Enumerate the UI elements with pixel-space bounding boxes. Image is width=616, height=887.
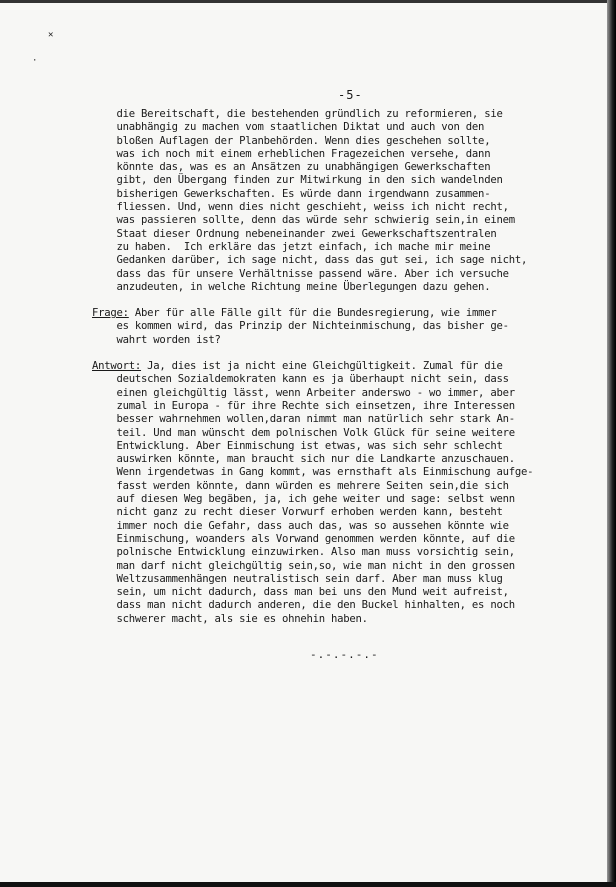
line-text: bisherigen Gewerkschaften. Es würde dann irgendwann zusammen- [92, 187, 491, 200]
line-text: Entwicklung. Aber Einmischung ist etwas, was sich sehr schlecht [92, 439, 503, 452]
scan-mark: · [32, 56, 38, 66]
text-line [92, 493, 612, 506]
text-line [92, 480, 612, 493]
line-text: einen gleichgültig lässt, wenn Arbeiter anderswo - wo immer, aber [92, 386, 515, 399]
text-line [92, 214, 612, 227]
line-text: es kommen wird, das Prinzip der Nichteinmischung, das bisher ge- [92, 320, 509, 333]
text-line [92, 387, 612, 400]
line-text: Einmischung, woanders als Vorwand genommen werden könnte, auf die [92, 532, 515, 545]
text-line [92, 466, 612, 479]
line-text: polnische Entwicklung einzuwirken. Also man muss vorsichtig sein, [92, 546, 515, 559]
paragraph-gap [92, 294, 612, 307]
line-text: Gedanken darüber, ich sage nicht, dass das gut sei, ich sage nicht, [92, 254, 528, 267]
line-text: wahrt worden ist? [92, 333, 221, 346]
text-line [92, 135, 612, 148]
line-text: anzudeuten, in welche Richtung meine Überlegungen dazu gehen. [92, 280, 491, 293]
line-text: fliessen. Und, wenn dies nicht geschieht, weiss ich nicht recht, [92, 201, 509, 214]
line-text: nicht ganz zu recht dieser Vorwurf erhoben werden kann, besteht [92, 506, 503, 519]
scan-edge-bottom [0, 882, 616, 887]
text-line [92, 121, 612, 134]
line-text: zu haben. Ich erkläre das jetzt einfach, ich mache mir meine [92, 240, 491, 253]
text-line [92, 373, 612, 386]
line-text: Wenn irgendetwas in Gang kommt, was ernsthaft als Einmischung aufge- [92, 466, 534, 479]
text-line [92, 573, 612, 586]
line-text: auf diesen Weg begäben, ja, ich gehe weiter und sage: selbst wenn [92, 493, 515, 506]
text-line [92, 613, 612, 626]
paragraph-gap [92, 347, 612, 360]
line-text: auswirken könnte, man braucht sich nur die Landkarte anzuschauen. [92, 453, 515, 466]
text-line [92, 268, 612, 281]
text-line [92, 161, 612, 174]
text-line [92, 560, 612, 573]
line-text: immer noch die Gefahr, dass auch das, was so aussehen könnte wie [92, 519, 509, 532]
line-text: zumal in Europa - für ihre Rechte sich einsetzen, ihre Interessen [92, 399, 515, 412]
closing-mark: -.-.-.-.- [310, 648, 379, 661]
text-line [92, 307, 612, 320]
line-text: könnte das, was es an Ansätzen zu unabhängigen Gewerkschaften [92, 161, 491, 174]
line-text: deutschen Sozialdemokraten kann es ja überhaupt nicht sein, dass [92, 373, 509, 386]
speaker-label: Antwort: [92, 360, 142, 373]
text-line [92, 599, 612, 612]
scan-mark: ✕ [48, 30, 54, 40]
text-line [92, 148, 612, 161]
text-line [92, 506, 612, 519]
scan-edge-top [0, 0, 616, 3]
text-line [92, 440, 612, 453]
line-text: unabhängig zu machen vom staatlichen Diktat und auch von den [92, 121, 485, 134]
text-line [92, 320, 612, 333]
text-line [92, 546, 612, 559]
text-line [92, 520, 612, 533]
text-line [92, 188, 612, 201]
text-line [92, 241, 612, 254]
text-line [92, 533, 612, 546]
line-text: fasst werden könnte, dann würden es mehrere Seiten sein,die sich [92, 479, 509, 492]
text-line [92, 413, 612, 426]
text-line [92, 201, 612, 214]
line-text: besser wahrnehmen wollen,daran nimmt man natürlich sehr stark An- [92, 413, 515, 426]
speaker-label: Frage: [92, 307, 129, 320]
line-text: man darf nicht gleichgültig sein,so, wie man nicht in den grossen [92, 559, 515, 572]
text-line [92, 108, 612, 121]
line-text: was ich noch mit einem erheblichen Fragezeichen versehe, dann [92, 147, 491, 160]
line-text: sein, um nicht dadurch, dass man bei uns den Mund weit aufreist, [92, 586, 509, 599]
line-text: was passieren sollte, denn das würde sehr schwierig sein,in einem [92, 214, 515, 227]
paragraph [92, 360, 612, 626]
line-text: Aber für alle Fälle gilt für die Bundesregierung, wie immer [128, 307, 497, 320]
line-text: Ja, dies ist ja nicht eine Gleichgültigkeit. Zumal für die [141, 360, 503, 373]
line-text: Staat dieser Ordnung nebeneinander zwei Gewerkschaftszentralen [92, 227, 497, 240]
text-line [92, 228, 612, 241]
line-text: bloßen Auflagen der Planbehörden. Wenn dies geschehen sollte, [92, 134, 491, 147]
line-text: dass das für unsere Verhältnisse passend wäre. Aber ich versuche [92, 267, 509, 280]
document-body [92, 108, 612, 626]
line-text: gibt, den Übergang finden zur Mitwirkung in den sich wandelnden [92, 174, 503, 187]
text-line [92, 281, 612, 294]
line-text: die Bereitschaft, die bestehenden gründlich zu reformieren, sie [92, 108, 503, 120]
text-line [92, 174, 612, 187]
paragraph [92, 307, 612, 347]
line-text: schwerer macht, als sie es ohnehin haben. [92, 612, 368, 625]
line-text: teil. Und man wünscht dem polnischen Volk Glück für seine weitere [92, 426, 515, 439]
line-text: dass man nicht dadurch anderen, die den Buckel hinhalten, es noch [92, 599, 515, 612]
page-number: -5- [338, 88, 363, 102]
text-line [92, 400, 612, 413]
paragraph [92, 108, 612, 294]
text-line [92, 360, 612, 373]
text-line [92, 453, 612, 466]
text-line [92, 254, 612, 267]
text-line [92, 334, 612, 347]
text-line [92, 586, 612, 599]
line-text: Weltzusammenhängen neutralistisch sein darf. Aber man muss klug [92, 572, 503, 585]
text-line [92, 427, 612, 440]
